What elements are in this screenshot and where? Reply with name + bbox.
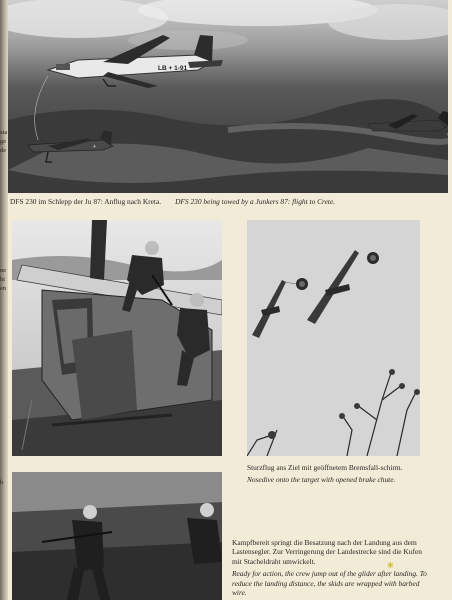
photo-nosedive bbox=[247, 220, 420, 456]
clipped-edge-text: sta ge de bbox=[0, 129, 8, 154]
caption-top: DFS 230 im Schlepp der Ju 87: Anflug nach Kreta. DFS 230 being towed by a Junkers 87: flight to Crete. bbox=[10, 197, 336, 206]
page-binding-edge bbox=[0, 0, 8, 600]
svg-text:+: + bbox=[93, 144, 96, 150]
photo-crew-jumping bbox=[12, 472, 222, 600]
photo-crew-on-glider bbox=[12, 220, 222, 456]
yellow-mark: ✱ bbox=[387, 561, 394, 570]
clipped-edge-text: h bbox=[0, 479, 4, 486]
caption-nosedive: Sturzflug ans Ziel mit geöffnetem Bremsfall-schirm. Nosedive onto the target with opened brake chute. bbox=[247, 463, 403, 485]
caption-crew-ready: Kampfbereit springt die Besatzung nach der Landung aus dem Lastensegler. Zur Verringerung der Landestrecke sind die Kufen mit Stacheldraht umwickelt. Ready for action, the crew jump out of the glider after landing. To reduce the landing distance, the skids are wrapped with barbed wire. bbox=[232, 538, 427, 598]
svg-text:LB + 1-91: LB + 1-91 bbox=[158, 65, 188, 72]
clipped-edge-text: ne ht en bbox=[0, 267, 7, 292]
photo-glider-towed bbox=[8, 0, 448, 193]
